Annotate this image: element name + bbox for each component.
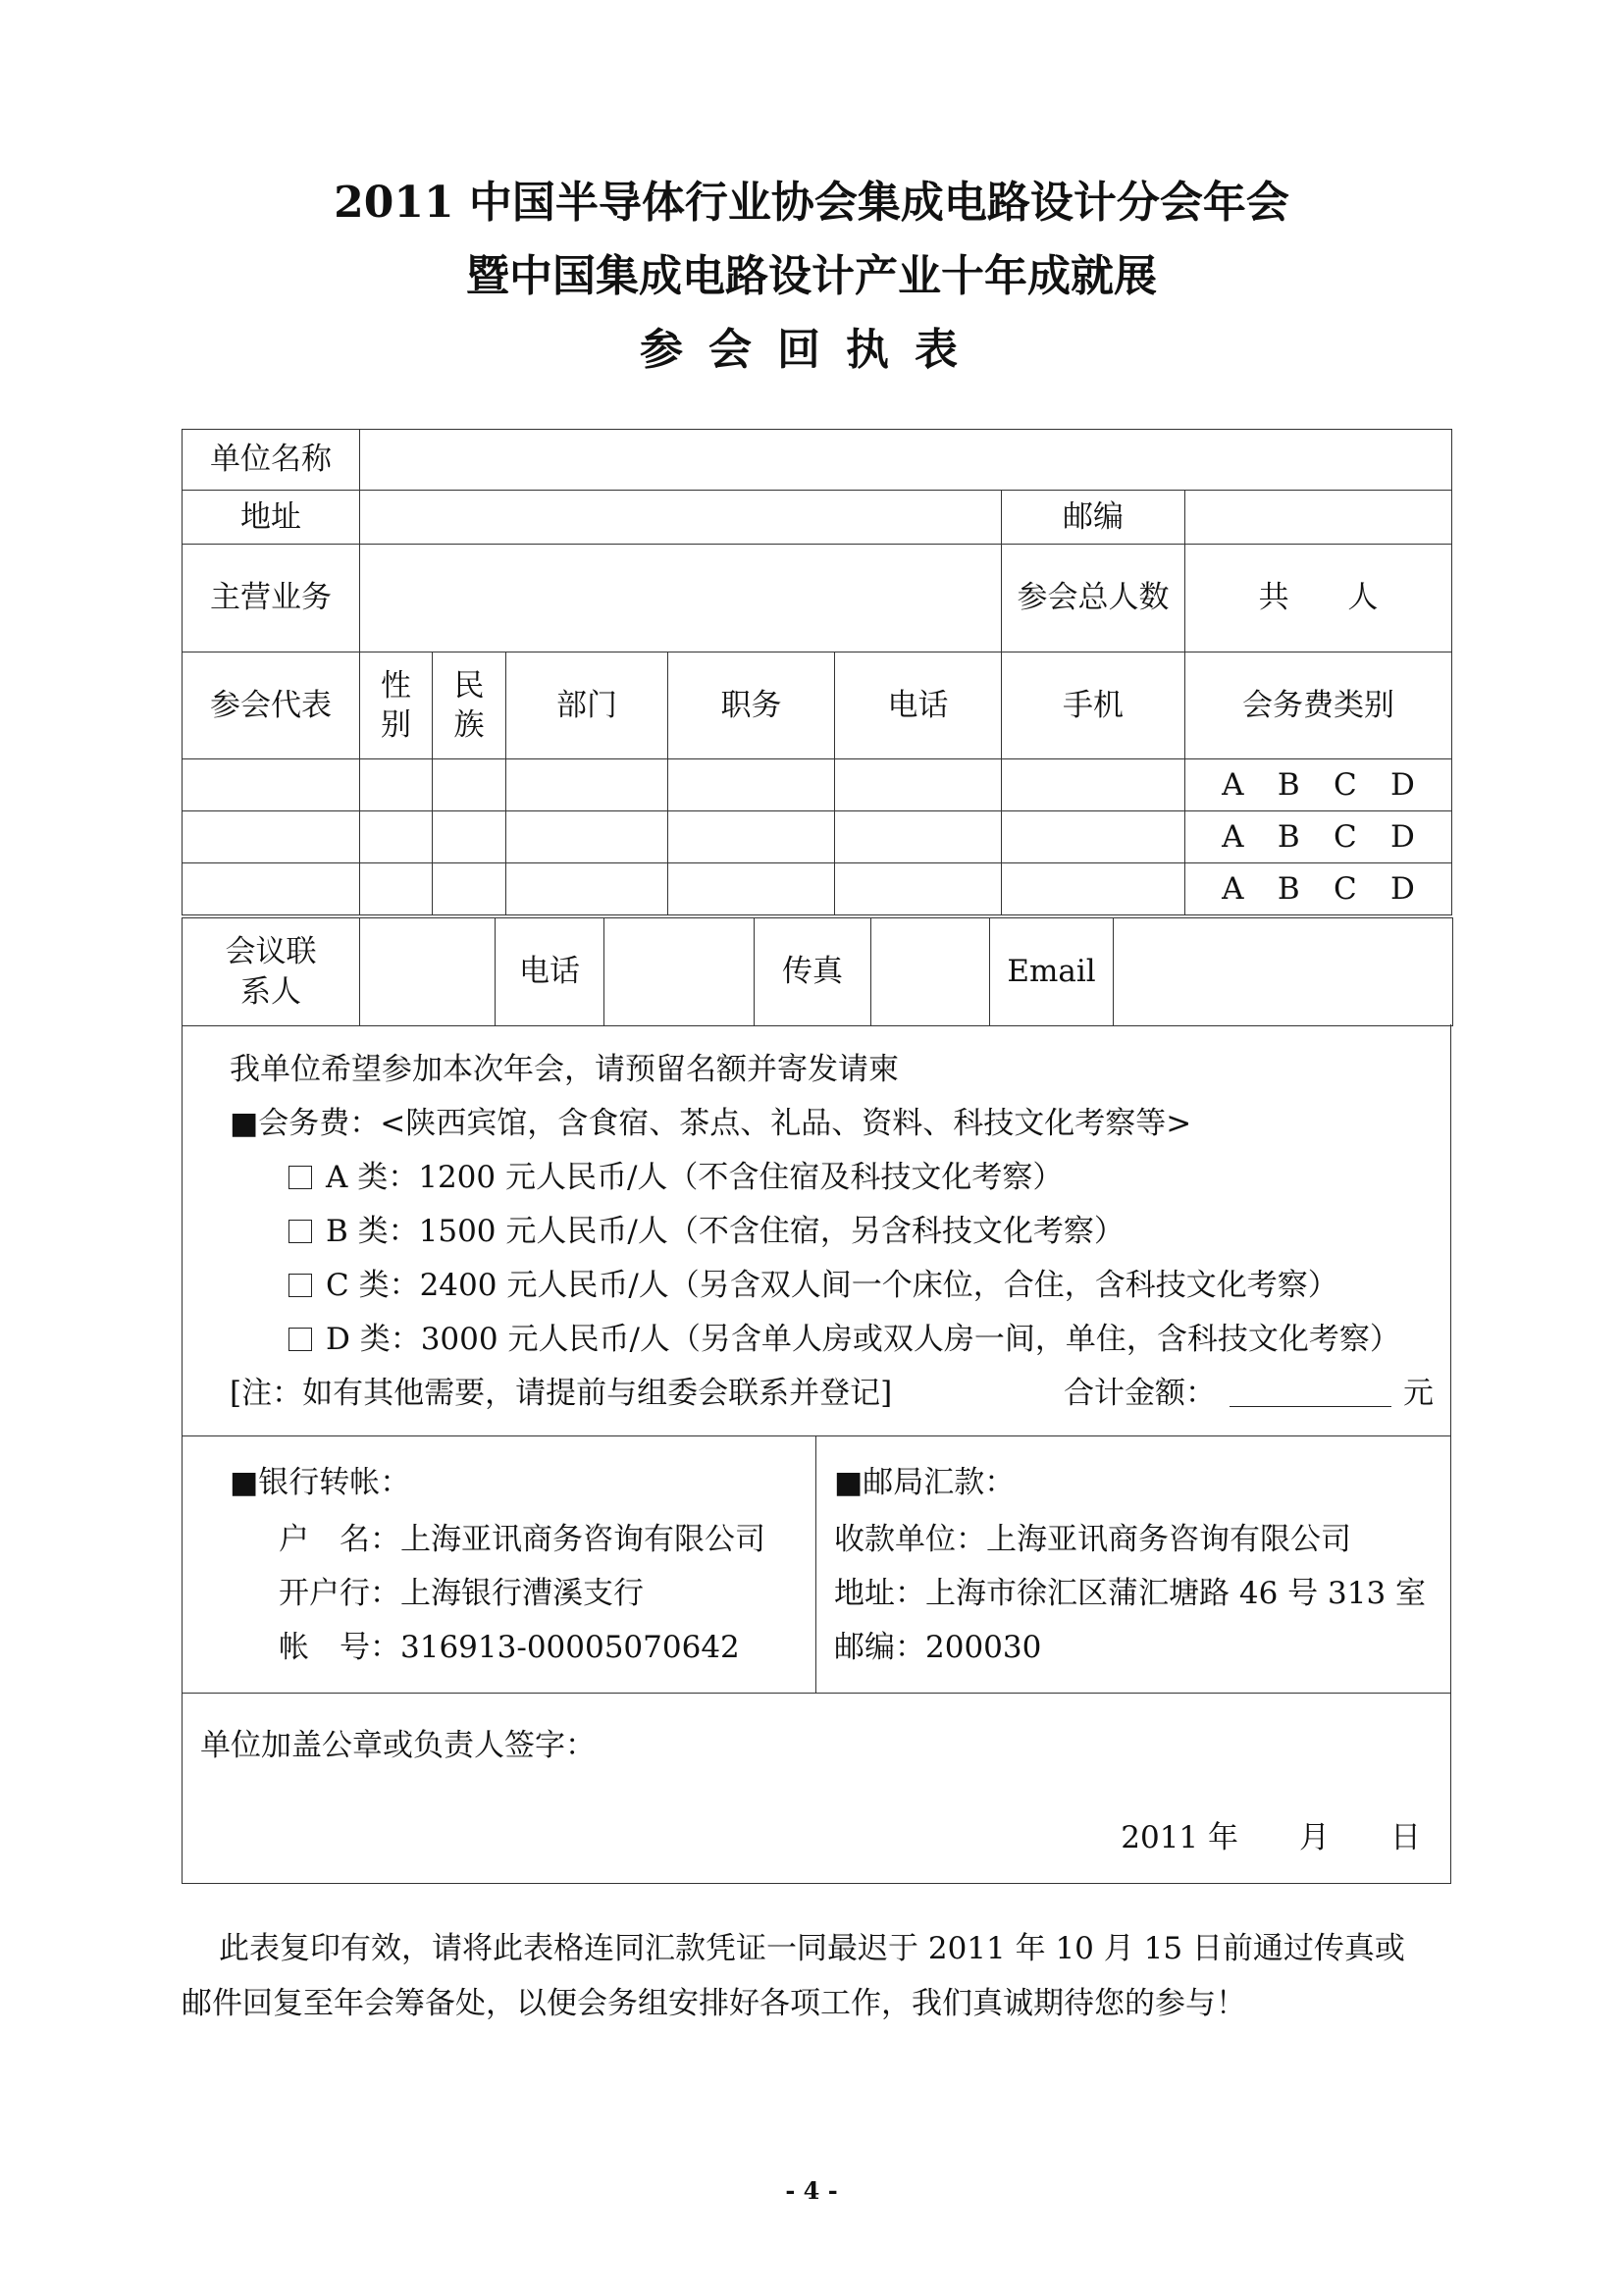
checkbox-icon[interactable] (288, 1220, 312, 1243)
postal-remittance-section (815, 1435, 1451, 1694)
rep-ethnicity-cell[interactable] (433, 759, 506, 811)
bank-account-number: 帐 号：316913-00005070642 (279, 1630, 740, 1665)
rep-department-cell[interactable] (506, 759, 668, 811)
title-line-2: 暨中国集成电路设计产业十年成就展 (466, 251, 1157, 301)
address-label: 地址 (183, 491, 360, 545)
request-note: [注：如有其他需要，请提前与组委会联系并登记] (230, 1376, 893, 1411)
rep-gender-cell[interactable] (360, 811, 433, 863)
fee-heading: ■会务费：<陕西宾馆，含食宿、茶点、礼品、资料、科技文化考察等> (230, 1106, 1192, 1141)
header-ethnicity: 民族 (433, 652, 506, 759)
address-field[interactable] (360, 491, 1002, 545)
fee-option-b[interactable] (288, 1206, 1125, 1250)
page-number: - 4 - (785, 2176, 838, 2205)
signature-section[interactable] (182, 1693, 1451, 1884)
option-a[interactable]: A (1222, 818, 1244, 855)
contact-field[interactable] (360, 918, 496, 1026)
bank-transfer-section (182, 1435, 816, 1694)
rep-phone-cell[interactable] (835, 811, 1002, 863)
total-amount-label: 合计金额： (1064, 1376, 1216, 1411)
table-row (183, 811, 1452, 863)
checkbox-icon[interactable] (288, 1166, 312, 1189)
header-fee-category: 会务费类别 (1185, 652, 1452, 759)
contact-phone-field[interactable] (604, 918, 755, 1026)
rep-phone-cell[interactable] (835, 863, 1002, 915)
post-address: 地址：上海市徐汇区蒲汇塘路 46 号 313 室 (834, 1576, 1427, 1611)
post-postcode: 邮编：200030 (834, 1630, 1042, 1665)
fax-label: 传真 (755, 918, 871, 1026)
option-a[interactable]: A (1222, 870, 1244, 907)
fax-field[interactable] (871, 918, 990, 1026)
total-amount (1064, 1368, 1434, 1412)
post-payee: 收款单位：上海亚讯商务咨询有限公司 (834, 1522, 1351, 1557)
bank-account-name: 户 名：上海亚讯商务咨询有限公司 (279, 1522, 765, 1557)
fee-option-d-label: D 类：3000 元人民币/人（另含单人房或双人房一间，单住，含科技文化考察） (326, 1322, 1400, 1357)
fee-option-b-label: B 类：1500 元人民币/人（不含住宿，另含科技文化考察） (326, 1214, 1125, 1249)
registration-table (182, 429, 1452, 915)
rep-department-cell[interactable] (506, 811, 668, 863)
option-d[interactable]: D (1390, 870, 1415, 907)
rep-mobile-cell[interactable] (1002, 811, 1185, 863)
checkbox-icon[interactable] (288, 1274, 312, 1297)
rep-ethnicity-cell[interactable] (433, 811, 506, 863)
contact-label: 会议联系人 (183, 918, 360, 1026)
rep-gender-cell[interactable] (360, 759, 433, 811)
footer-line-2: 邮件回复至年会筹备处，以便会务组安排好各项工作，我们真诚期待您的参与！ (182, 1986, 1246, 2021)
table-row (183, 863, 1452, 915)
contact-row-table (182, 917, 1453, 1026)
header-gender: 性别 (360, 652, 433, 759)
option-b[interactable]: B (1277, 818, 1300, 855)
business-label: 主营业务 (183, 545, 360, 652)
option-c[interactable]: C (1333, 870, 1357, 907)
signature-date: 2011 年 月 日 (1121, 1820, 1421, 1855)
rep-name-cell[interactable] (183, 759, 360, 811)
total-attendees-label: 参会总人数 (1002, 545, 1185, 652)
option-b[interactable]: B (1277, 870, 1300, 907)
fee-option-c[interactable] (288, 1260, 1338, 1304)
rep-ethnicity-cell[interactable] (433, 863, 506, 915)
signature-label: 单位加盖公章或负责人签字： (200, 1728, 596, 1763)
rep-position-cell[interactable] (668, 811, 835, 863)
fee-options[interactable] (1185, 863, 1452, 915)
email-field[interactable] (1114, 918, 1453, 1026)
rep-position-cell[interactable] (668, 863, 835, 915)
org-name-field[interactable] (360, 430, 1452, 491)
bank-heading: ■银行转帐： (230, 1465, 411, 1500)
form-title: 参会回执表 (640, 325, 983, 375)
request-intro: 我单位希望参加本次年会，请预留名额并寄发请柬 (230, 1052, 899, 1087)
footer-line-1: 此表复印有效，请将此表格连同汇款凭证一同最迟于 2011 年 10 月 15 日前通过传真或 (219, 1931, 1405, 1966)
rep-gender-cell[interactable] (360, 863, 433, 915)
rep-phone-cell[interactable] (835, 759, 1002, 811)
total-attendees-field[interactable]: 共 人 (1185, 545, 1452, 652)
title-line-1: 2011 中国半导体行业协会集成电路设计分会年会 (334, 178, 1289, 228)
postcode-field[interactable] (1185, 491, 1452, 545)
option-c[interactable]: C (1333, 818, 1357, 855)
option-c[interactable]: C (1333, 766, 1357, 803)
currency-label: 元 (1403, 1376, 1434, 1411)
option-a[interactable]: A (1222, 766, 1244, 803)
rep-mobile-cell[interactable] (1002, 759, 1185, 811)
total-amount-field[interactable] (1230, 1379, 1391, 1407)
fee-option-a-label: A 类：1200 元人民币/人（不含住宿及科技文化考察） (326, 1160, 1064, 1195)
rep-position-cell[interactable] (668, 759, 835, 811)
header-department: 部门 (506, 652, 668, 759)
rep-name-cell[interactable] (183, 863, 360, 915)
rep-department-cell[interactable] (506, 863, 668, 915)
fee-option-c-label: C 类：2400 元人民币/人（另含双人间一个床位，合住，含科技文化考察） (326, 1268, 1338, 1303)
checkbox-icon[interactable] (288, 1328, 312, 1351)
header-phone: 电话 (835, 652, 1002, 759)
fee-option-a[interactable] (288, 1152, 1063, 1196)
option-d[interactable]: D (1390, 818, 1415, 855)
org-name-label: 单位名称 (183, 430, 360, 491)
fee-options[interactable] (1185, 811, 1452, 863)
option-b[interactable]: B (1277, 766, 1300, 803)
fee-options[interactable] (1185, 759, 1452, 811)
option-d[interactable]: D (1390, 766, 1415, 803)
post-heading: ■邮局汇款： (834, 1465, 1016, 1500)
contact-phone-label: 电话 (496, 918, 604, 1026)
postcode-label: 邮编 (1002, 491, 1185, 545)
header-representative: 参会代表 (183, 652, 360, 759)
rep-mobile-cell[interactable] (1002, 863, 1185, 915)
header-mobile: 手机 (1002, 652, 1185, 759)
fee-option-d[interactable] (288, 1314, 1400, 1358)
request-section (182, 1024, 1451, 1436)
email-label: Email (990, 918, 1114, 1026)
bank-branch: 开户行：上海银行漕溪支行 (279, 1576, 644, 1611)
rep-name-cell[interactable] (183, 811, 360, 863)
business-field[interactable] (360, 545, 1002, 652)
header-position: 职务 (668, 652, 835, 759)
table-row (183, 759, 1452, 811)
